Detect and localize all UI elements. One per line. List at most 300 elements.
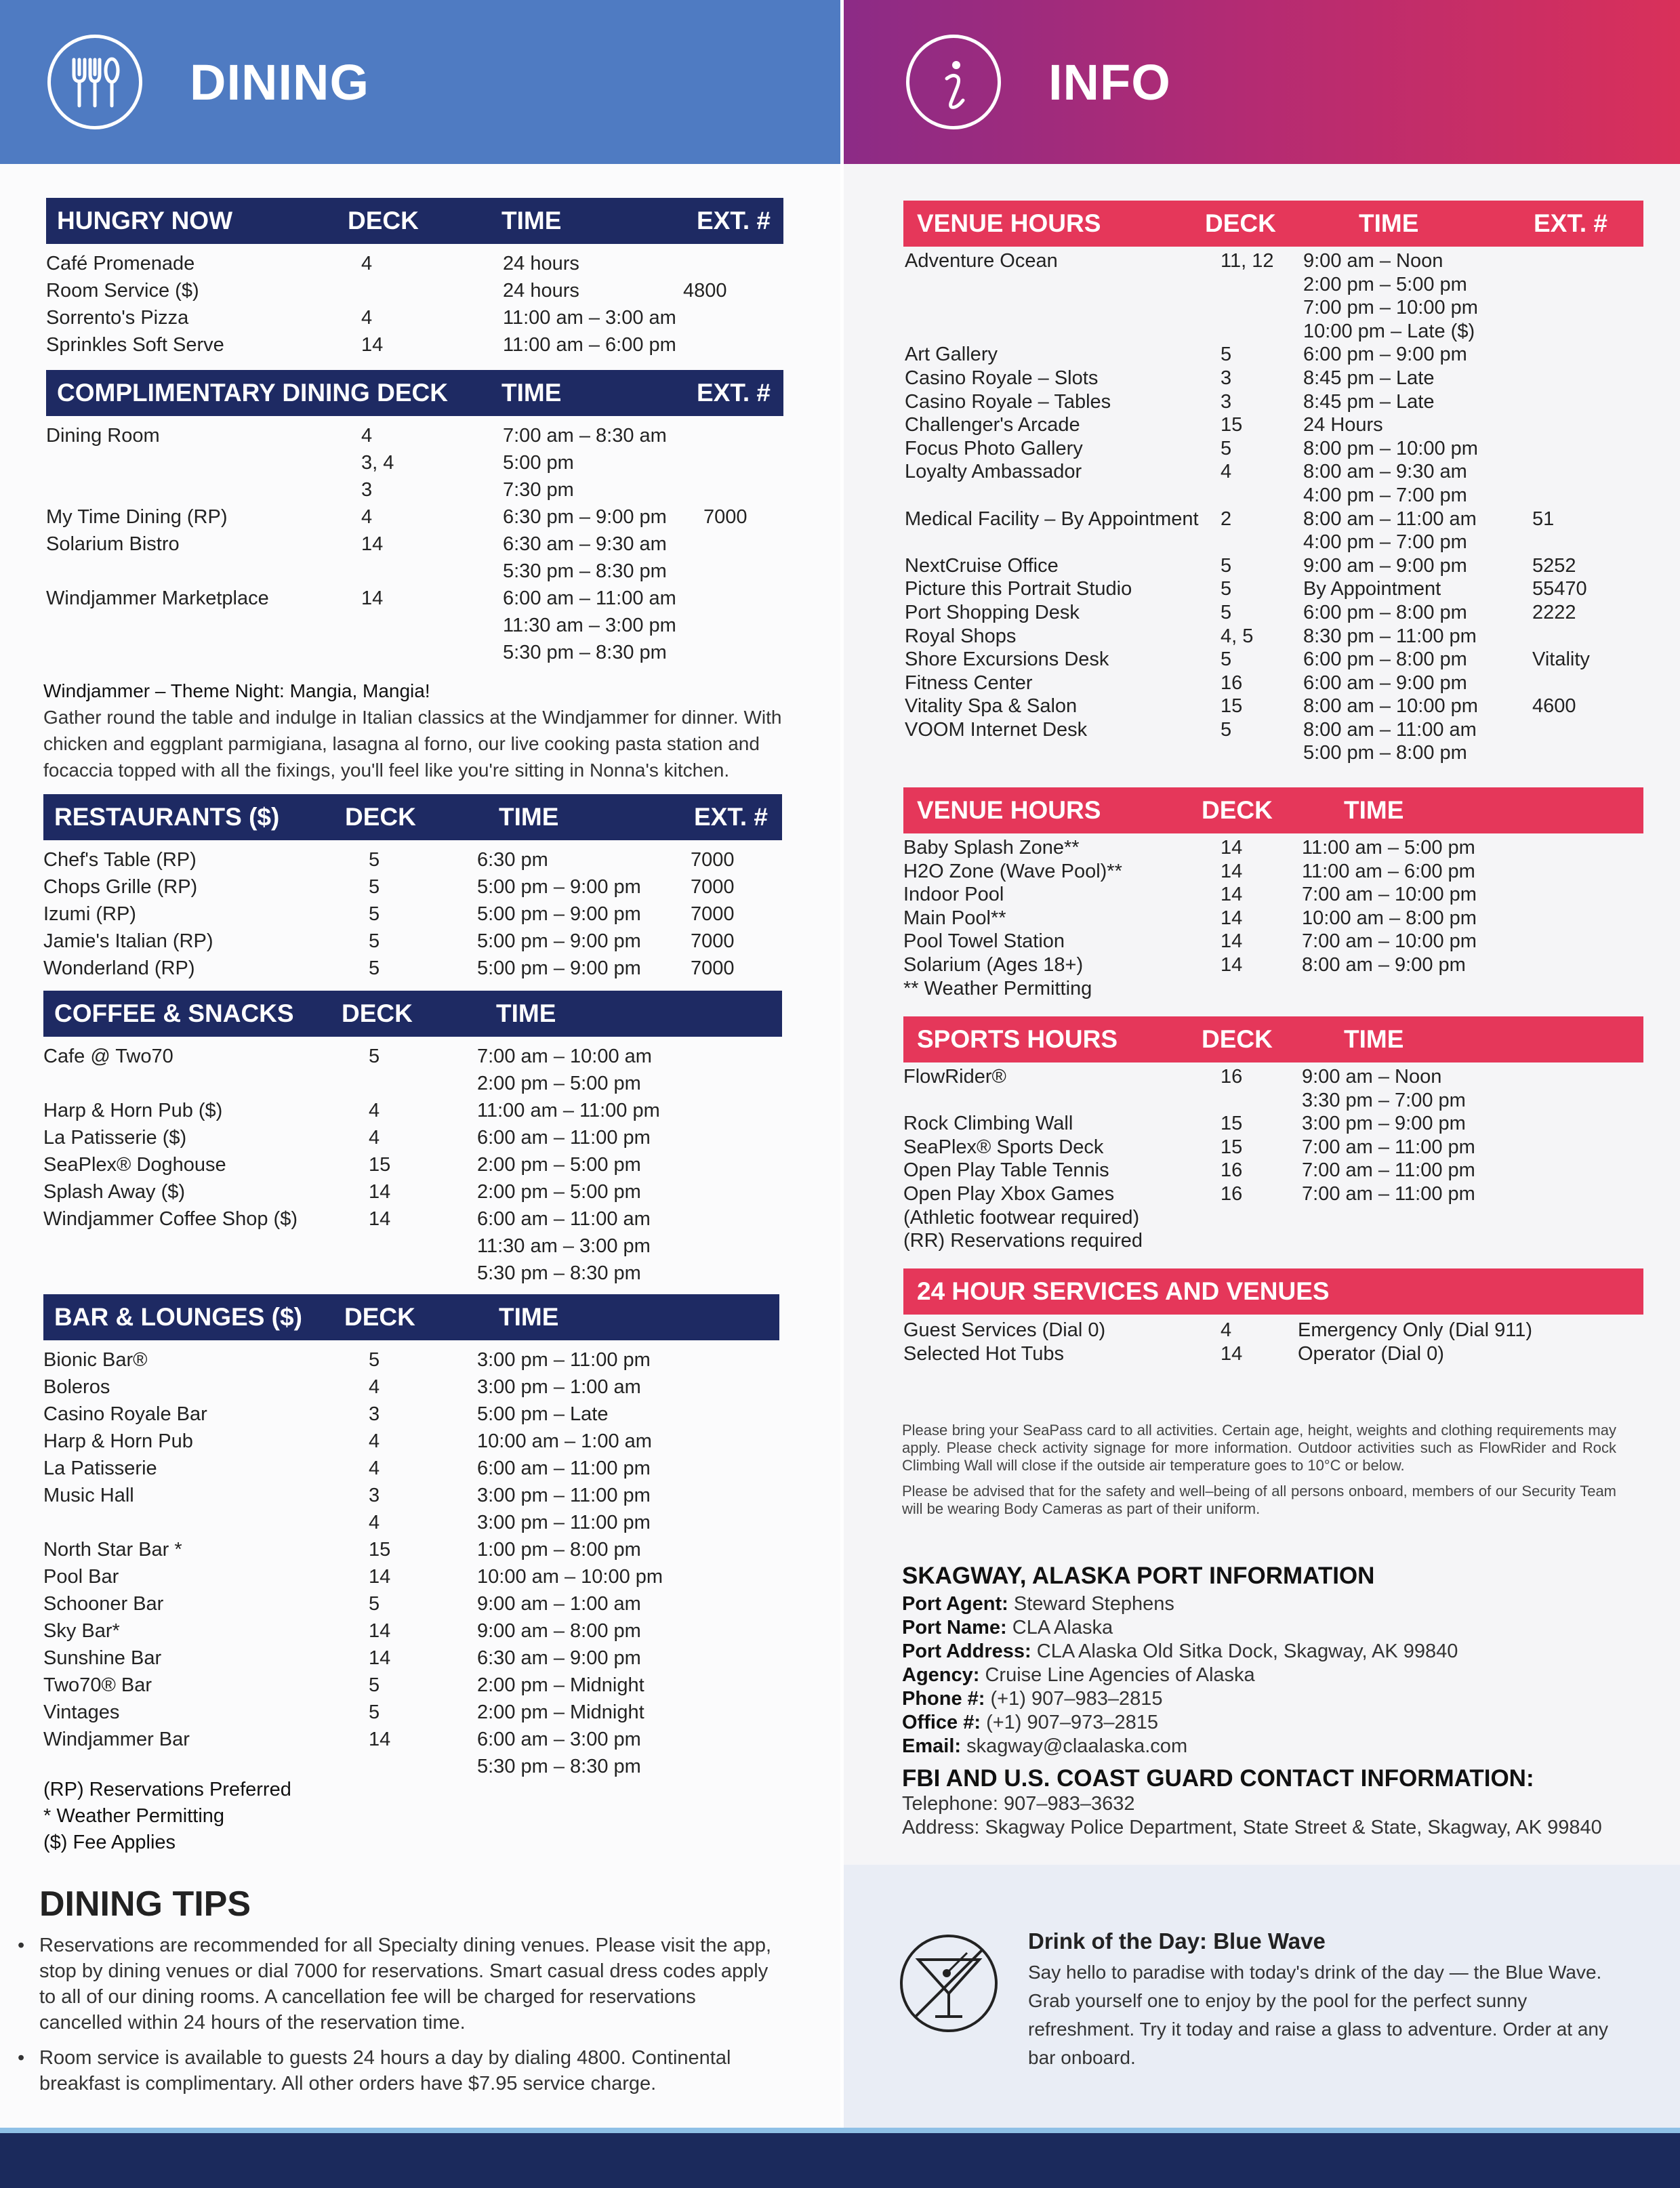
- venue-cell: Wonderland (RP): [43, 957, 195, 979]
- time-cell: 10:00 am – 1:00 am: [477, 1430, 652, 1452]
- time-cell: 11:00 am – 5:00 pm: [1302, 837, 1475, 859]
- services-rows: [903, 1319, 1643, 1365]
- table-row: [903, 836, 1643, 860]
- ext-cell: Vitality: [1532, 648, 1590, 671]
- table-row: [903, 1182, 1643, 1206]
- venue-cell: Windjammer Bar: [43, 1729, 190, 1750]
- complimentary-section: [46, 370, 783, 667]
- venue-hours-rows: [903, 249, 1643, 765]
- port-info-label: Port Name:: [902, 1617, 1007, 1638]
- table-row: [903, 413, 1643, 437]
- deck-cell: 3, 4: [361, 452, 394, 474]
- time-cell: 6:00 am – 3:00 pm: [477, 1729, 641, 1750]
- time-cell: 5:00 pm: [503, 452, 574, 474]
- venue-cell: Dining Room: [46, 425, 160, 447]
- deck-cell: 11, 12: [1221, 250, 1274, 272]
- port-info-label: Email:: [902, 1735, 962, 1757]
- utensils-icon: [47, 35, 142, 129]
- deck-cell: 14: [1221, 884, 1243, 906]
- table-row: [903, 648, 1643, 672]
- port-info-value: Cruise Line Agencies of Alaska: [979, 1664, 1255, 1686]
- venue-cell: Harp & Horn Pub: [43, 1430, 193, 1452]
- table-row: [903, 1319, 1643, 1342]
- venue-cell: Royal Shops: [905, 625, 1017, 647]
- table-row: [43, 928, 782, 955]
- col-deck: DECK: [342, 999, 413, 1027]
- notices: [902, 1422, 1616, 1518]
- deck-cell: 3: [361, 479, 373, 501]
- table-row: [903, 1342, 1643, 1366]
- table-row: [46, 504, 783, 531]
- fbi-address: Address: Skagway Police Department, State Street & State, Skagway, AK 99840: [902, 1817, 1602, 1838]
- venue-cell: (RR) Reservations required: [903, 1230, 1143, 1252]
- time-cell: 10:00 pm – Late ($): [1303, 320, 1475, 342]
- coffee-rows: [43, 1044, 782, 1287]
- col-venue: VENUE HOURS: [917, 796, 1101, 824]
- table-row: [43, 1537, 779, 1564]
- col-time: TIME: [499, 1303, 559, 1331]
- time-cell: 5:30 pm – 8:30 pm: [477, 1262, 641, 1284]
- deck-cell: 14: [1221, 953, 1243, 976]
- ext-cell: 7000: [691, 876, 735, 898]
- time-cell: 6:30 pm: [477, 849, 548, 871]
- time-cell: 5:00 pm – Late: [477, 1403, 609, 1425]
- table-row: [903, 343, 1643, 367]
- venue-hours-2-header: [903, 787, 1643, 833]
- venue-hours-section: [903, 201, 1643, 765]
- venue-cell: Sky Bar*: [43, 1620, 120, 1642]
- port-info-line: [902, 1640, 1647, 1664]
- table-row: [903, 883, 1643, 907]
- restaurants-section: [43, 794, 782, 983]
- deck-cell: 4: [1221, 1319, 1232, 1341]
- col-time: TIME: [1344, 796, 1404, 824]
- time-cell: 8:00 am – 9:00 pm: [1302, 953, 1466, 976]
- port-info-label: Port Address:: [902, 1640, 1031, 1662]
- coffee-header: [43, 991, 782, 1037]
- time-cell: 24 hours: [503, 253, 579, 274]
- bars-rows: [43, 1347, 779, 1781]
- port-info-line: [902, 1664, 1647, 1687]
- time-cell: 6:00 am – 11:00 pm: [477, 1458, 651, 1479]
- table-row: [903, 1136, 1643, 1159]
- col-time: TIME: [501, 207, 562, 234]
- legend-fee: ($) Fee Applies: [43, 1832, 176, 1853]
- table-row: [43, 1699, 779, 1727]
- table-row: [903, 249, 1643, 273]
- deck-cell: 14: [361, 587, 384, 609]
- restaurants-header: [43, 794, 782, 840]
- time-cell: 5:00 pm – 8:00 pm: [1303, 742, 1467, 764]
- table-row: [43, 1347, 779, 1374]
- deck-cell: 4: [1221, 461, 1232, 483]
- complimentary-rows: [46, 423, 783, 667]
- time-cell: 4:00 pm – 7:00 pm: [1303, 484, 1467, 506]
- table-row: [43, 1591, 779, 1618]
- deck-cell: 15: [1221, 695, 1243, 718]
- ext-cell: 7000: [691, 903, 735, 925]
- drink-of-day: [844, 1865, 1680, 2128]
- time-cell: 7:00 am – 11:00 pm: [1302, 1182, 1475, 1205]
- venue-cell: Solarium Bistro: [46, 533, 180, 555]
- ext-cell: 5252: [1532, 554, 1576, 577]
- col-venue: VENUE HOURS: [917, 209, 1101, 237]
- table-row: [43, 1510, 779, 1537]
- venue-cell: Two70® Bar: [43, 1674, 152, 1696]
- deck-cell: 14: [369, 1181, 391, 1203]
- table-row: [903, 695, 1643, 718]
- deck-cell: 14: [1221, 837, 1243, 859]
- col-time: TIME: [501, 379, 562, 407]
- deck-cell: 3: [369, 1403, 380, 1425]
- deck-cell: 2: [1221, 508, 1232, 530]
- time-cell: Operator (Dial 0): [1298, 1342, 1444, 1365]
- deck-cell: 4: [361, 506, 373, 528]
- col-venue: HUNGRY NOW: [57, 207, 232, 234]
- col-ext: EXT. #: [1534, 209, 1607, 237]
- venue-cell: VOOM Internet Desk: [905, 718, 1088, 741]
- seapass-notice: Please bring your SeaPass card to all activities. Certain age, height, weights and clothing requirements may apply. Please check activity signage for more information. Outdoor activities such as FlowRider and Rock Climbing Wall will close if the outside air temperature goes to 10°C or below.: [902, 1422, 1616, 1474]
- sports-hours-header: [903, 1016, 1643, 1062]
- venue-cell: La Patisserie ($): [43, 1127, 187, 1149]
- deck-cell: 5: [1221, 718, 1232, 741]
- deck-cell: 5: [369, 1674, 380, 1696]
- venue-cell: Izumi (RP): [43, 903, 136, 925]
- table-row: [43, 1672, 779, 1699]
- time-cell: 9:00 am – Noon: [1302, 1066, 1442, 1088]
- dining-tip: • Room service is available to guests 24 hours a day by dialing 4800. Continental breakfast is complimentary. All other orders have $7.95 service charge.: [12, 2045, 778, 2097]
- table-row: [46, 305, 783, 332]
- deck-cell: 4: [369, 1100, 380, 1121]
- venue-cell: Chef's Table (RP): [43, 849, 197, 871]
- table-row: [43, 847, 782, 874]
- port-info-line: [902, 1735, 1647, 1758]
- venue-cell: Casino Royale Bar: [43, 1403, 207, 1425]
- time-cell: 8:00 am – 11:00 am: [1303, 718, 1477, 741]
- port-info-label: Agency:: [902, 1664, 980, 1686]
- venue-cell: SeaPlex® Doghouse: [43, 1154, 226, 1176]
- deck-cell: 5: [369, 1349, 380, 1371]
- deck-cell: 14: [361, 533, 384, 555]
- time-cell: 6:30 am – 9:30 am: [503, 533, 667, 555]
- table-row: [903, 531, 1643, 554]
- deck-cell: 15: [1221, 1113, 1243, 1135]
- drink-text: Say hello to paradise with today's drink of the day — the Blue Wave. Grab yourself one to enjoy by the pool for the perfect sunny refreshment. Try it today and raise a glass to adventure. Order at any bar onboard.: [1028, 1962, 1608, 2068]
- time-cell: 2:00 pm – Midnight: [477, 1674, 644, 1696]
- ext-cell: 7000: [691, 849, 735, 871]
- bars-section: [43, 1294, 779, 1781]
- table-row: [46, 251, 783, 278]
- deck-cell: 4: [369, 1512, 380, 1533]
- venue-cell: Pool Towel Station: [903, 930, 1065, 953]
- table-row: [46, 278, 783, 305]
- deck-cell: 4: [369, 1127, 380, 1149]
- time-cell: 6:00 pm – 8:00 pm: [1303, 648, 1467, 671]
- time-cell: Emergency Only (Dial 911): [1298, 1319, 1532, 1341]
- col-deck: DECK: [1202, 796, 1273, 824]
- venue-cell: La Patisserie: [43, 1458, 157, 1479]
- table-row: [903, 1229, 1643, 1253]
- table-row: [46, 558, 783, 585]
- time-cell: 5:30 pm – 8:30 pm: [477, 1756, 641, 1777]
- venue-cell: Picture this Portrait Studio: [905, 578, 1132, 600]
- venue-cell: H2O Zone (Wave Pool)**: [903, 860, 1122, 882]
- deck-cell: 16: [1221, 1066, 1243, 1088]
- col-deck: DECK: [345, 803, 416, 831]
- table-row: [46, 613, 783, 640]
- table-row: [43, 1044, 782, 1071]
- time-cell: 11:00 am – 6:00 pm: [503, 334, 676, 356]
- coffee-section: [43, 991, 782, 1287]
- venue-cell: Solarium (Ages 18+): [903, 953, 1084, 976]
- venue-cell: Casino Royale – Slots: [905, 367, 1099, 389]
- venue-cell: NextCruise Office: [905, 554, 1059, 577]
- venue-cell: Café Promenade: [46, 253, 195, 274]
- venue-cell: Casino Royale – Tables: [905, 390, 1111, 413]
- time-cell: 2:00 pm – 5:00 pm: [477, 1154, 641, 1176]
- venue-cell: Windjammer Marketplace: [46, 587, 269, 609]
- deck-cell: 4: [361, 253, 373, 274]
- ext-cell: 7000: [703, 506, 747, 528]
- table-row: [43, 1618, 779, 1645]
- complimentary-header: [46, 370, 783, 416]
- deck-cell: 16: [1221, 672, 1243, 694]
- legend-rp: (RP) Reservations Preferred: [43, 1779, 291, 1800]
- dining-tips: [39, 1884, 778, 2097]
- services-title: 24 HOUR SERVICES AND VENUES: [917, 1277, 1330, 1305]
- table-row: [903, 508, 1643, 531]
- venue-cell: Sprinkles Soft Serve: [46, 334, 224, 356]
- info-icon: [906, 35, 1001, 129]
- time-cell: 9:00 am – 1:00 am: [477, 1593, 641, 1615]
- port-info-label: Port Agent:: [902, 1593, 1008, 1615]
- time-cell: By Appointment: [1303, 578, 1441, 600]
- deck-cell: 5: [369, 1593, 380, 1615]
- deck-cell: 5: [1221, 601, 1232, 623]
- table-row: [903, 672, 1643, 695]
- deck-cell: 16: [1221, 1182, 1243, 1205]
- hungry-now-header: [46, 198, 783, 244]
- venue-cell: Rock Climbing Wall: [903, 1113, 1073, 1135]
- table-row: [903, 554, 1643, 578]
- venue-cell: Music Hall: [43, 1485, 134, 1506]
- venue-cell: Bionic Bar®: [43, 1349, 148, 1371]
- col-time: TIME: [1344, 1025, 1404, 1053]
- time-cell: 3:00 pm – 1:00 am: [477, 1376, 641, 1398]
- venue-cell: North Star Bar *: [43, 1539, 182, 1561]
- table-row: [903, 741, 1643, 765]
- table-row: [43, 1098, 782, 1125]
- port-info-value: Steward Stephens: [1008, 1593, 1174, 1615]
- table-row: [903, 1065, 1643, 1089]
- table-row: [903, 601, 1643, 625]
- port-info-lines: [902, 1592, 1647, 1758]
- venue-cell: Shore Excursions Desk: [905, 648, 1109, 671]
- table-row: [43, 1456, 779, 1483]
- table-row: [903, 930, 1643, 953]
- venue-cell: Open Play Table Tennis: [903, 1159, 1109, 1182]
- table-row: [903, 390, 1643, 414]
- port-info-title: SKAGWAY, ALASKA PORT INFORMATION: [902, 1563, 1375, 1589]
- venue-cell: Windjammer Coffee Shop ($): [43, 1208, 298, 1230]
- venue-cell: SeaPlex® Sports Deck: [903, 1136, 1104, 1158]
- table-row: [43, 1071, 782, 1098]
- time-cell: 6:00 am – 11:00 pm: [477, 1127, 651, 1149]
- table-row: [903, 484, 1643, 508]
- venue-cell: Baby Splash Zone**: [903, 837, 1080, 859]
- deck-cell: 14: [1221, 1342, 1243, 1365]
- table-row: [903, 953, 1643, 977]
- col-deck: DECK: [1202, 1025, 1273, 1053]
- time-cell: 8:45 pm – Late: [1303, 367, 1435, 389]
- table-row: [43, 874, 782, 901]
- cocktail-icon: [898, 1933, 1000, 2038]
- time-cell: 7:30 pm: [503, 479, 574, 501]
- table-row: [903, 1089, 1643, 1113]
- deck-cell: 15: [1221, 1136, 1243, 1158]
- venue-cell: Room Service ($): [46, 280, 199, 302]
- deck-cell: 14: [1221, 930, 1243, 953]
- time-cell: 8:00 am – 10:00 pm: [1303, 695, 1478, 718]
- venue-cell: Pool Bar: [43, 1566, 119, 1588]
- venue-cell: (Athletic footwear required): [903, 1206, 1140, 1229]
- time-cell: 9:00 am – Noon: [1303, 250, 1443, 272]
- deck-cell: 5: [369, 930, 380, 952]
- table-row: [43, 1401, 779, 1428]
- dining-tips-title: DINING TIPS: [39, 1884, 251, 1924]
- time-cell: 8:30 pm – 11:00 pm: [1303, 625, 1477, 647]
- services-section: [903, 1268, 1643, 1365]
- time-cell: 3:30 pm – 7:00 pm: [1302, 1089, 1466, 1111]
- info-title: INFO: [1048, 54, 1171, 110]
- time-cell: 7:00 am – 10:00 am: [477, 1046, 652, 1067]
- venue-cell: Port Shopping Desk: [905, 601, 1080, 623]
- time-cell: 7:00 am – 8:30 am: [503, 425, 667, 447]
- table-row: [43, 1727, 779, 1754]
- port-info-value[interactable]: skagway@claalaska.com: [961, 1735, 1188, 1757]
- deck-cell: 4: [369, 1376, 380, 1398]
- time-cell: 2:00 pm – 5:00 pm: [1303, 273, 1467, 295]
- time-cell: 9:00 am – 9:00 pm: [1303, 554, 1467, 577]
- table-row: [43, 1428, 779, 1456]
- venue-cell: Sorrento's Pizza: [46, 307, 189, 329]
- table-row: [903, 296, 1643, 320]
- deck-cell: 14: [369, 1729, 391, 1750]
- table-row: [43, 1645, 779, 1672]
- deck-cell: 3: [369, 1485, 380, 1506]
- deck-cell: 4, 5: [1221, 625, 1254, 647]
- time-cell: 6:30 pm – 9:00 pm: [503, 506, 667, 528]
- time-cell: 5:00 pm – 9:00 pm: [477, 903, 641, 925]
- port-info-label: Office #:: [902, 1712, 981, 1733]
- theme-night: [43, 678, 783, 783]
- venue-cell: Loyalty Ambassador: [905, 461, 1082, 483]
- deck-cell: 5: [369, 849, 380, 871]
- table-row: [903, 860, 1643, 884]
- col-deck: DECK: [348, 207, 419, 234]
- sports-hours-section: [903, 1016, 1643, 1253]
- port-info-value: CLA Alaska: [1006, 1617, 1113, 1638]
- table-row: [903, 367, 1643, 390]
- time-cell: 11:30 am – 3:00 pm: [503, 615, 676, 636]
- time-cell: 3:00 pm – 9:00 pm: [1302, 1113, 1466, 1135]
- time-cell: 5:00 pm – 9:00 pm: [477, 930, 641, 952]
- services-header: [903, 1268, 1643, 1315]
- table-row: [43, 1152, 782, 1179]
- port-info-value: (+1) 907–973–2815: [981, 1712, 1159, 1733]
- time-cell: 10:00 am – 10:00 pm: [477, 1566, 663, 1588]
- deck-cell: 5: [369, 903, 380, 925]
- table-row: [43, 901, 782, 928]
- table-row: [903, 577, 1643, 601]
- deck-cell: 5: [369, 876, 380, 898]
- fbi-telephone: Telephone: 907–983–3632: [902, 1793, 1135, 1815]
- dining-tip: • Reservations are recommended for all Specialty dining venues. Please visit the app, stop by dining venues or dial 7000 for reservations. Smart casual dress codes apply to all of our dining rooms. A cancellation fee will be charged for reservations cancelled within 24 hours of the reservation time.: [12, 1933, 778, 2036]
- hungry-now-section: [46, 198, 783, 359]
- time-cell: 7:00 am – 10:00 pm: [1302, 930, 1477, 953]
- venue-cell: Open Play Xbox Games: [903, 1182, 1115, 1205]
- dining-header: [0, 0, 844, 164]
- deck-cell: 14: [369, 1208, 391, 1230]
- venue-cell: ** Weather Permitting: [903, 977, 1092, 999]
- table-row: [43, 1125, 782, 1152]
- table-row: [903, 437, 1643, 461]
- col-time: TIME: [1359, 209, 1419, 237]
- time-cell: 6:00 am – 11:00 am: [503, 587, 676, 609]
- deck-cell: 14: [361, 334, 384, 356]
- sports-hours-rows: [903, 1065, 1643, 1253]
- ext-cell: 4600: [1532, 695, 1576, 718]
- time-cell: 3:00 pm – 11:00 pm: [477, 1485, 651, 1506]
- venue-cell: FlowRider®: [903, 1066, 1006, 1088]
- table-row: [43, 1233, 782, 1260]
- table-row: [903, 1159, 1643, 1182]
- footer-band: [0, 2128, 1680, 2188]
- venue-cell: Medical Facility – By Appointment: [905, 508, 1199, 530]
- table-row: [46, 477, 783, 504]
- time-cell: 3:00 pm – 11:00 pm: [477, 1349, 651, 1371]
- venue-cell: Vitality Spa & Salon: [905, 695, 1078, 718]
- deck-cell: 15: [369, 1154, 391, 1176]
- time-cell: 8:45 pm – Late: [1303, 390, 1435, 413]
- port-info-label: Phone #:: [902, 1688, 985, 1710]
- deck-cell: 14: [1221, 860, 1243, 882]
- info-header: [844, 0, 1680, 164]
- venue-cell: Sunshine Bar: [43, 1647, 162, 1669]
- drink-title: Drink of the Day: Blue Wave: [1028, 1928, 1326, 1954]
- ext-cell: 51: [1532, 508, 1555, 530]
- time-cell: 7:00 pm – 10:00 pm: [1303, 297, 1478, 319]
- deck-cell: 5: [1221, 554, 1232, 577]
- time-cell: 8:00 am – 9:30 am: [1303, 461, 1467, 483]
- deck-cell: 4: [361, 307, 373, 329]
- time-cell: 10:00 am – 8:00 pm: [1302, 907, 1477, 929]
- venue-cell: Adventure Ocean: [905, 250, 1058, 272]
- dining-legend: [43, 1777, 450, 1856]
- legend-weather: * Weather Permitting: [43, 1805, 225, 1827]
- port-info-value: CLA Alaska Old Sitka Dock, Skagway, AK 99840: [1031, 1640, 1458, 1662]
- col-ext: EXT. #: [697, 207, 771, 234]
- ext-cell: 4800: [683, 280, 727, 302]
- table-row: [43, 1206, 782, 1233]
- table-row: [46, 640, 783, 667]
- venue-hours-2-section: [903, 787, 1643, 1000]
- port-info-line: [902, 1592, 1647, 1616]
- time-cell: 6:00 am – 9:00 pm: [1303, 672, 1467, 694]
- venue-cell: Focus Photo Gallery: [905, 437, 1083, 459]
- venue-cell: Schooner Bar: [43, 1593, 164, 1615]
- time-cell: 5:30 pm – 8:30 pm: [503, 560, 667, 582]
